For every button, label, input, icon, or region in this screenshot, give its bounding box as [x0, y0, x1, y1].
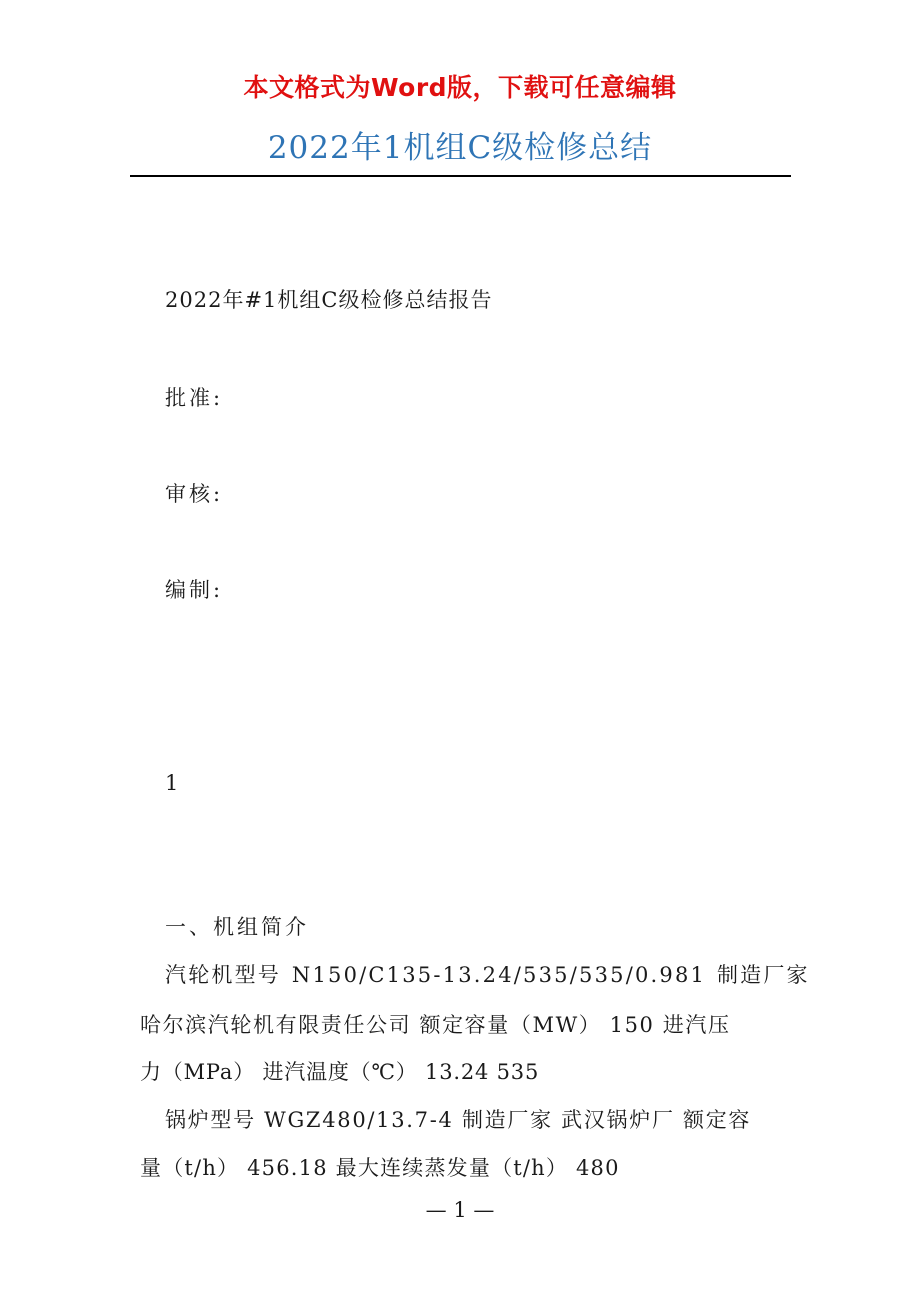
section-heading: 一、机组简介	[165, 915, 309, 939]
page-footer: — 1 —	[425, 1198, 495, 1222]
document-title: 2022年1机组C级检修总结	[267, 130, 653, 166]
turbine-text-line: 汽轮机型号 N150/C135-13.24/535/535/0.981 制造厂家	[165, 963, 810, 987]
report-title: 2022年#1机组C级检修总结报告	[165, 288, 493, 312]
turbine-text-line: 哈尔滨汽轮机有限责任公司 额定容量（MW） 150 进汽压	[140, 1013, 731, 1037]
download-banner: 本文格式为Word版，下载可任意编辑	[243, 73, 677, 102]
boiler-text-line: 量（t/h） 456.18 最大连续蒸发量（t/h） 480	[140, 1156, 620, 1180]
cover-page-number: 1	[165, 771, 179, 795]
turbine-text-line: 力（MPa） 进汽温度（℃） 13.24 535	[140, 1060, 540, 1084]
approve-label: 批准:	[165, 386, 224, 410]
review-label: 审核:	[165, 482, 224, 506]
boiler-text-line: 锅炉型号 WGZ480/13.7-4 制造厂家 武汉锅炉厂 额定容	[165, 1108, 752, 1132]
compile-label: 编制:	[165, 578, 224, 602]
title-divider	[130, 175, 791, 177]
